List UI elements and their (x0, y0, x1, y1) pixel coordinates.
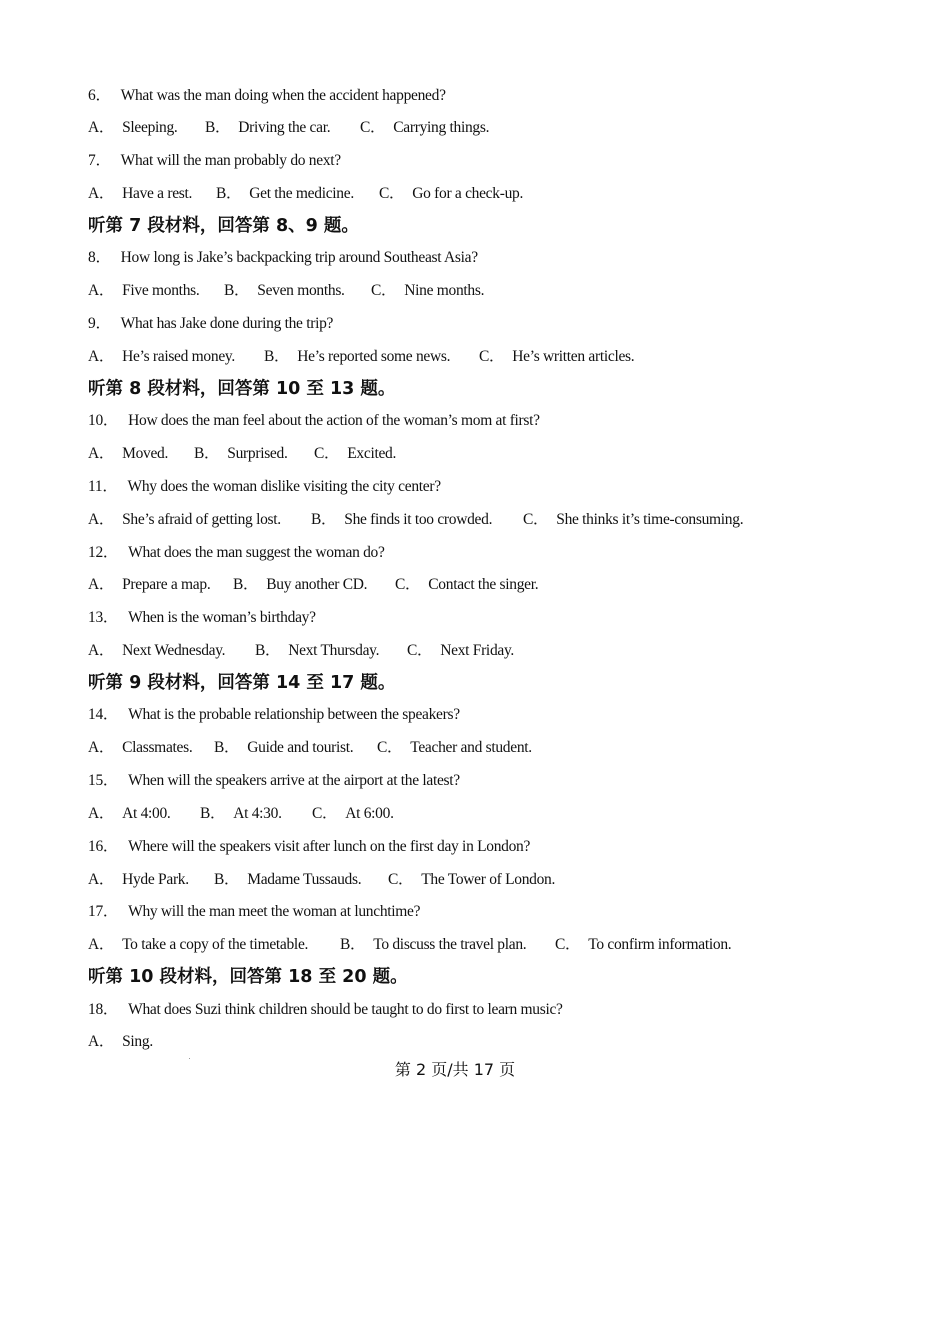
question-text: What does Suzi think children should be taught to do first to learn music? (128, 1001, 563, 1018)
question-number: 9． (88, 315, 111, 332)
option-letter: A． (88, 348, 115, 365)
question-number: 18． (88, 1001, 119, 1018)
option-text: Next Thursday. (288, 642, 380, 659)
option-letter: C． (407, 642, 433, 659)
option-text: Get the medicine. (249, 185, 354, 202)
question-8 (88, 248, 478, 268)
option-letter: C． (388, 871, 414, 888)
option-letter: A． (88, 805, 115, 822)
option-b (205, 118, 330, 138)
question-text: Why will the man meet the woman at lunchtime? (128, 903, 421, 920)
option-a (88, 510, 281, 530)
option-text: Buy another CD. (266, 576, 368, 593)
option-letter: A． (88, 871, 115, 888)
option-c (379, 184, 523, 204)
option-letter: B． (214, 871, 240, 888)
option-text: He’s reported some news. (297, 348, 451, 365)
question-9 (88, 314, 333, 334)
option-letter: C． (479, 348, 505, 365)
option-letter: A． (88, 642, 115, 659)
scan-speck (189, 1058, 190, 1059)
option-letter: B． (194, 445, 220, 462)
option-c (360, 118, 489, 138)
option-letter: A． (88, 739, 115, 756)
option-c (371, 281, 484, 301)
option-c (555, 935, 731, 955)
option-a (88, 935, 308, 955)
option-text: Next Wednesday. (122, 642, 226, 659)
option-text: Seven months. (257, 282, 345, 299)
option-letter: C． (523, 511, 549, 528)
option-letter: C． (377, 739, 403, 756)
option-text: Next Friday. (440, 642, 514, 659)
option-a (88, 641, 225, 661)
question-number: 15． (88, 772, 119, 789)
page-number-footer: 第 2 页/共 17 页 (394, 1060, 516, 1079)
option-letter: B． (255, 642, 281, 659)
section-heading-9: 听第 9 段材料，回答第 14 至 17 题。 (88, 673, 396, 693)
question-text: What is the probable relationship between the speakers? (128, 706, 460, 723)
option-text: Surprised. (227, 445, 288, 462)
question-11 (88, 477, 441, 497)
option-b (214, 738, 353, 758)
section-heading-7: 听第 7 段材料，回答第 8、9 题。 (88, 216, 359, 236)
option-a (88, 575, 210, 595)
option-b (216, 184, 354, 204)
option-letter: B． (311, 511, 337, 528)
question-text: Why does the woman dislike visiting the city center? (127, 478, 441, 495)
option-a (88, 870, 189, 890)
option-b (214, 870, 361, 890)
option-c (407, 641, 514, 661)
option-b (311, 510, 492, 530)
question-6 (88, 86, 446, 106)
option-text: Five months. (122, 282, 200, 299)
option-text: Hyde Park. (122, 871, 189, 888)
option-b (233, 575, 367, 595)
option-letter: A． (88, 119, 115, 136)
option-text: She finds it too crowded. (344, 511, 493, 528)
option-text: Guide and tourist. (247, 739, 354, 756)
option-b (255, 641, 379, 661)
question-text: What was the man doing when the accident happened? (120, 87, 446, 104)
option-c (479, 347, 634, 367)
question-number: 12． (88, 544, 119, 561)
option-letter: C． (371, 282, 397, 299)
option-text: At 4:30. (233, 805, 282, 822)
option-c (395, 575, 538, 595)
option-a (88, 184, 192, 204)
option-a (88, 444, 168, 464)
option-letter: C． (312, 805, 338, 822)
question-text: What will the man probably do next? (120, 152, 341, 169)
option-c (388, 870, 555, 890)
option-letter: C． (395, 576, 421, 593)
option-letter: B． (200, 805, 226, 822)
question-number: 13． (88, 609, 119, 626)
question-number: 8． (88, 249, 111, 266)
option-letter: C． (379, 185, 405, 202)
option-text: Excited. (347, 445, 397, 462)
option-b (194, 444, 288, 464)
option-text: Driving the car. (238, 119, 331, 136)
option-letter: B． (233, 576, 259, 593)
option-text: To confirm information. (588, 936, 732, 953)
section-heading-8: 听第 8 段材料，回答第 10 至 13 题。 (88, 379, 396, 399)
option-text: Sleeping. (122, 119, 178, 136)
option-text: She’s afraid of getting lost. (122, 511, 281, 528)
question-text: How long is Jake’s backpacking trip around Southeast Asia? (120, 249, 478, 266)
option-letter: A． (88, 511, 115, 528)
option-letter: C． (555, 936, 581, 953)
option-c (523, 510, 743, 530)
option-a (88, 347, 235, 367)
question-text: Where will the speakers visit after lunch on the first day in London? (128, 838, 531, 855)
question-text: What has Jake done during the trip? (120, 315, 334, 332)
option-text: At 6:00. (345, 805, 394, 822)
option-c (314, 444, 396, 464)
option-text: Moved. (122, 445, 169, 462)
option-text: Classmates. (122, 739, 193, 756)
option-letter: B． (340, 936, 366, 953)
question-text: When will the speakers arrive at the airport at the latest? (128, 772, 460, 789)
option-letter: C． (314, 445, 340, 462)
option-text: Contact the singer. (428, 576, 539, 593)
option-text: He’s written articles. (512, 348, 635, 365)
question-number: 14． (88, 706, 119, 723)
option-letter: B． (214, 739, 240, 756)
option-letter: A． (88, 282, 115, 299)
option-text: Madame Tussauds. (247, 871, 362, 888)
option-letter: B． (264, 348, 290, 365)
option-text: The Tower of London. (421, 871, 556, 888)
option-a (88, 738, 192, 758)
option-text: Go for a check-up. (412, 185, 524, 202)
question-18 (88, 1000, 563, 1020)
option-text: To take a copy of the timetable. (122, 936, 309, 953)
option-letter: B． (224, 282, 250, 299)
question-number: 7． (88, 152, 111, 169)
option-a (88, 804, 171, 824)
option-b (264, 347, 450, 367)
section-heading-10: 听第 10 段材料，回答第 18 至 20 题。 (88, 967, 408, 987)
question-7 (88, 151, 341, 171)
question-number: 17． (88, 903, 119, 920)
option-letter: C． (360, 119, 386, 136)
option-b (340, 935, 526, 955)
option-text: Nine months. (404, 282, 485, 299)
question-number: 6． (88, 87, 111, 104)
option-a (88, 281, 199, 301)
option-c (312, 804, 394, 824)
option-a (88, 1032, 153, 1052)
question-text: What does the man suggest the woman do? (128, 544, 385, 561)
option-text: To discuss the travel plan. (373, 936, 527, 953)
option-b (224, 281, 345, 301)
question-12 (88, 543, 385, 563)
question-text: When is the woman’s birthday? (128, 609, 316, 626)
option-b (200, 804, 282, 824)
option-text: Teacher and student. (410, 739, 532, 756)
option-text: Sing. (122, 1033, 153, 1050)
option-a (88, 118, 178, 138)
question-15 (88, 771, 460, 791)
option-letter: A． (88, 445, 115, 462)
option-text: Carrying things. (393, 119, 490, 136)
option-text: Prepare a map. (122, 576, 211, 593)
question-number: 10． (88, 412, 119, 429)
option-text: He’s raised money. (122, 348, 235, 365)
option-letter: A． (88, 185, 115, 202)
option-text: She thinks it’s time-consuming. (556, 511, 744, 528)
option-letter: A． (88, 576, 115, 593)
option-text: At 4:00. (122, 805, 171, 822)
question-text: How does the man feel about the action of the woman’s mom at first? (128, 412, 540, 429)
question-10 (88, 411, 540, 431)
option-letter: A． (88, 1033, 115, 1050)
option-letter: B． (205, 119, 231, 136)
option-text: Have a rest. (122, 185, 193, 202)
question-number: 16． (88, 838, 119, 855)
question-13 (88, 608, 316, 628)
question-14 (88, 705, 460, 725)
question-17 (88, 902, 420, 922)
option-letter: B． (216, 185, 242, 202)
question-16 (88, 837, 530, 857)
question-number: 11． (88, 478, 118, 495)
option-c (377, 738, 532, 758)
option-letter: A． (88, 936, 115, 953)
